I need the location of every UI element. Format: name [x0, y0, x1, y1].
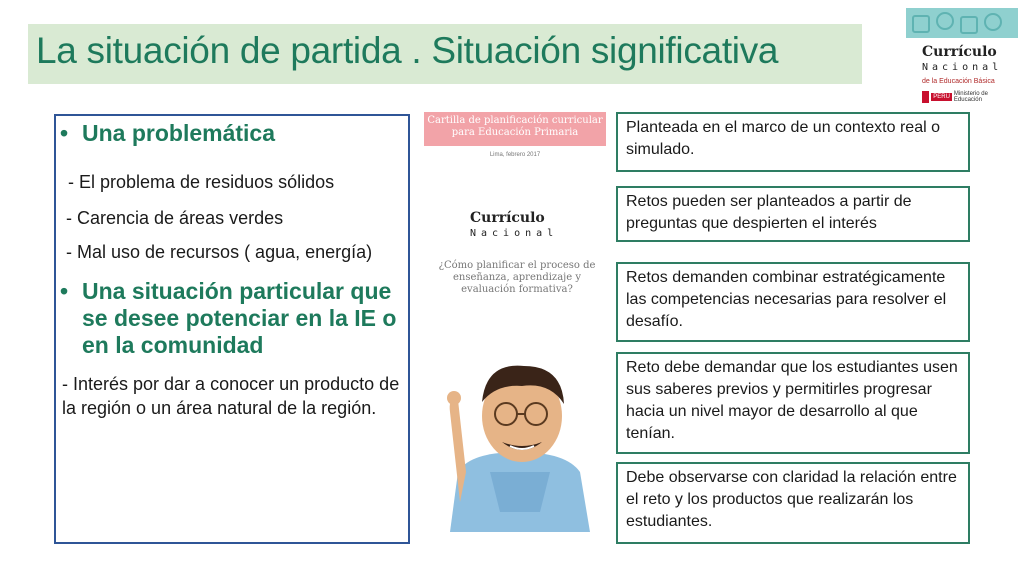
reto-box-5: Debe observarse con claridad la relación entre el reto y los productos que realizarán los estudiantes. [616, 462, 970, 544]
heading-situacion [60, 278, 398, 359]
cover-brand-title: Currículo [470, 210, 545, 226]
heading-problematica-text: Una problemática [82, 120, 275, 146]
list-item: - Carencia de áreas verdes [66, 208, 284, 228]
logo-pattern-strip [906, 8, 1018, 38]
list-item: - El problema de residuos sólidos [68, 172, 335, 192]
reto-box-1: Planteada en el marco de un contexto real o simulado. [616, 112, 970, 172]
booklet-cover-image [424, 112, 606, 532]
bullet-icon: • [60, 120, 69, 146]
bullet-icon: • [60, 278, 69, 304]
reto-box-2: Retos pueden ser planteados a partir de preguntas que despierten el interés [616, 186, 970, 242]
cover-header-text: Cartilla de planificación curricular para Educación Primaria [427, 115, 603, 138]
ministry-badge [922, 90, 1000, 104]
reto-box-4: Reto debe demandar que los estudiantes usen sus saberes previos y permitirles progresar hacia un nivel mayor de desarrollo al que tenían. [616, 352, 970, 454]
shield-icon [922, 91, 929, 103]
logo-tagline: de la Educación Básica [922, 78, 995, 85]
cover-question: ¿Cómo planificar el proceso de enseñanza, aprendizaje y evaluación formativa? [438, 260, 596, 295]
list-item: - Mal uso de recursos ( agua, energía) [66, 242, 373, 262]
curriculo-logo [906, 8, 1018, 108]
interest-paragraph: - Interés por dar a conocer un producto de la región o un área natural de la región. [62, 374, 400, 418]
heading-problematica [60, 120, 275, 147]
cover-header [424, 112, 606, 146]
ministry-label: Ministerio de Educación [953, 91, 988, 103]
teacher-illustration [430, 352, 606, 532]
reto-box-3: Retos demanden combinar estratégicamente las competencias necesarias para resolver el desafío. [616, 262, 970, 342]
logo-title: Currículo [922, 44, 997, 60]
peru-label: PERÚ [933, 94, 950, 100]
cover-date: Lima, febrero 2017 [489, 152, 541, 158]
logo-subtitle: Nacional [922, 62, 1003, 73]
cover-brand-subtitle: Nacional [470, 228, 559, 239]
slide-title: La situación de partida . Situación significativa [36, 30, 779, 71]
heading-situacion-text: Una situación particular que se desee potenciar en la IE o en la comunidad [82, 278, 397, 358]
